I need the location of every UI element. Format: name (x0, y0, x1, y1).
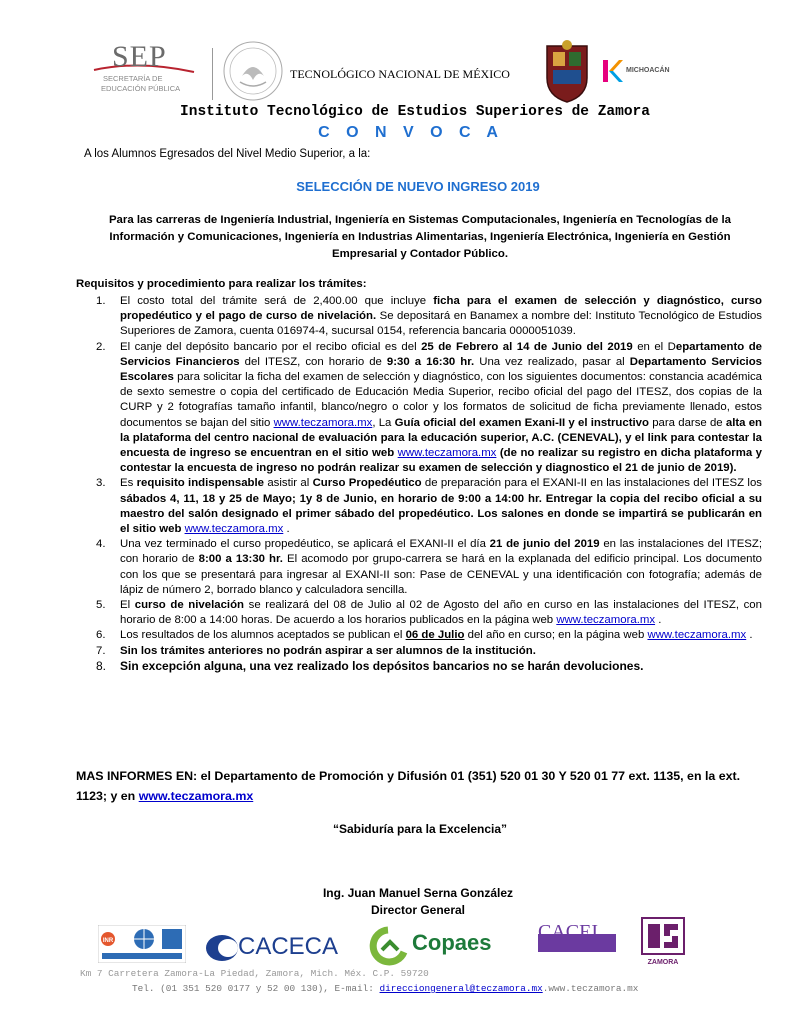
list-item (76, 644, 762, 659)
footer-address: Km 7 Carretera Zamora-La Piedad, Zamora, Mich. Méx. C.P. 59720 (80, 968, 429, 979)
footer-contact (132, 983, 638, 994)
item-text-bold: 8:00 a 13:30 hr. (198, 553, 283, 566)
item-text-bold: Sin excepción alguna, una vez realizado los depósitos bancarios no se harán devoluciones. (120, 658, 644, 673)
website-link[interactable]: www.teczamora.mx (556, 614, 656, 627)
item-text-bold: requisito indispensable (136, 477, 264, 490)
item-text: , La (372, 416, 395, 429)
item-text-bold: epartamento de Servicios Financieros (120, 340, 762, 368)
michoacan-shield-icon (541, 40, 593, 104)
michoacan-wordmark: MICHOACÁN (626, 67, 670, 74)
item-text-bold: Departamento Servicios Escolares (120, 355, 763, 384)
inr-iqnet-certification-logo (98, 925, 186, 963)
caceca-wordmark: CACECA (238, 933, 339, 960)
requirements-heading: Requisitos y procedimiento para realizar los trámites: (76, 278, 367, 290)
item-text-bold: curso de nivelación (134, 599, 245, 612)
item-text: El costo total del trámite será de 2,400.00 que incluye (120, 295, 434, 307)
item-text: para darse de (648, 416, 726, 429)
item-text-bold: Curso Propedéutico (312, 477, 422, 490)
item-text: para solicitar la ficha del examen de selección y diagnóstico, con los siguientes documentos: constancia académica de sexto semestre o copia del certificado de Educación Media Superior, recibo oficial del pago del ITESZ, dos copias de la CURP y 2 fotografías tamaño infantil, blanco/negro o color y los formatos de solicitud de ficha previamente llenado, estos documentos se bajan del sitio (120, 371, 762, 429)
item-text: El acomodo por grupo-carrera se hará en la explanada del edificio principal. Los documento con los que se presentará para ingresar al EXANI-II son: Pase de CENEVAL y una identificación con fotografía; además de lápiz de número 2, borrado blanco y calculadora sencilla. (120, 553, 762, 596)
item-text-bold: Sin los trámites anteriores no podrán aspirar a ser alumnos de la institución. (120, 644, 536, 657)
item-text-bold: 25 de Febrero al 14 de Junio del 2019 (421, 340, 633, 353)
footer-website-text: .www.teczamora.mx (542, 983, 639, 994)
item-number: 8. (96, 658, 107, 673)
item-number: 5. (96, 599, 106, 612)
item-text-bold: ficha para el examen de selección y diagnóstico, curso propedéutico y el pago de curso de nivelación. (120, 295, 762, 323)
item-text: Los resultados de los alumnos aceptados se publican el (120, 629, 406, 642)
sep-subtitle-line1: SECRETARÍA DE (103, 74, 163, 83)
website-link[interactable]: www.teczamora.mx (138, 789, 254, 803)
list-item (76, 537, 762, 598)
email-link[interactable]: direcciongeneral@teczamora.mx (379, 983, 543, 994)
item-text: El canje del depósito bancario por el recibo oficial es del (120, 340, 422, 353)
item-text: del ITESZ, con horario de (239, 355, 387, 368)
director-name: Ing. Juan Manuel Serna González (322, 886, 514, 900)
item-text: . (655, 614, 662, 627)
careers-paragraph: Para las carreras de Ingeniería Industrial, Ingeniería en Sistemas Computacionales, Ingeniería en Tecnologías de la Información y Comunicaciones, Ingeniería en Industrias Alimentarias, Ingeniería Electrónica, Ingeniería en Gestión Empresarial y Contador Público. (108, 214, 732, 260)
item-number: 6. (96, 629, 106, 642)
zamora-label: ZAMORA (647, 959, 679, 966)
list-item (76, 659, 762, 674)
item-text: Es (120, 477, 137, 490)
copaes-logo (368, 926, 514, 968)
item-text-bold: 21 de junio del 2019 (489, 538, 600, 551)
item-text: en las instalaciones del ITESZ; con horario de (120, 538, 763, 566)
more-info (76, 766, 766, 806)
list-item (76, 294, 762, 340)
item-text: Una vez terminado el curso propedéutico, se aplicará el EXANI-II el día (120, 538, 490, 551)
item-number: 4. (96, 538, 106, 551)
institution-name: Instituto Tecnológico de Estudios Superiores de Zamora (180, 104, 650, 120)
list-item (76, 340, 762, 477)
website-link[interactable]: www.teczamora.mx (647, 629, 747, 642)
cacei-logo (530, 918, 626, 962)
item-number: 2. (96, 340, 106, 353)
item-text: . (746, 629, 753, 642)
item-text: de preparación para el EXANI-II en las instalaciones del ITESZ los (421, 477, 762, 490)
header-divider (212, 48, 213, 100)
selection-title: SELECCIÓN DE NUEVO INGRESO 2019 (296, 179, 540, 194)
item-text-bold: (de no realizar su registro en dicha plataforma y contestar la encuesta de ingreso no podrán realizar su examen de selección y diagnostico el 21 de junio de 2019). (120, 447, 762, 475)
website-link[interactable]: www.teczamora.mx (184, 523, 284, 536)
director-title: Director General (370, 903, 466, 917)
sep-subtitle-line2: EDUCACIÓN PÚBLICA (101, 84, 181, 93)
item-text-bold: alta en la plataforma del centro nacional de evaluación para la educación superior, A.C. (CENEVAL), y el link para contestar la encuesta de ingreso se encuentran en el sitio web (120, 416, 763, 460)
item-text: del año en curso; en la página web (464, 629, 648, 642)
michoacan-k-logo-icon (601, 58, 623, 84)
item-text-bold: 06 de Julio (405, 629, 465, 642)
itesz-zamora-logo (640, 916, 686, 966)
website-link[interactable]: www.teczamora.mx (397, 447, 497, 460)
item-text: . (283, 523, 290, 536)
footer-contact-text: Tel. (01 351 520 0177 y 52 00 130), E-mail: (132, 983, 380, 994)
more-info-text: MAS INFORMES EN: el Departamento de Promoción y Difusión 01 (351) 520 01 30 Y 520 01 77 ext. 1135, en la ext. 1123; y en (76, 769, 741, 803)
item-text: asistir al (264, 477, 313, 490)
list-item (76, 628, 762, 643)
item-text-bold: Guía oficial del examen Exani-II y el instructivo (394, 416, 649, 429)
copaes-wordmark: Copaes (412, 930, 492, 955)
requirements-list (76, 294, 762, 674)
item-text-bold: sábados 4, 11, 18 y 25 de Mayo; 1y 8 de Junio, en horario de 9:00 a 14:00 hr. Entregar la copia del recibo oficial a su maestro del salón designado el primer sábado del propedéutico. Los salones en donde se impartirá se publicarán en el sitio web (120, 492, 762, 536)
item-text: Se depositará en Banamex a nombre del: Instituto Tecnológico de Estudios Superiores de Zamora, cuenta 016974-4, sucursal 0154, referencia bancaria 0000051039. (120, 310, 762, 338)
list-item (76, 476, 762, 537)
item-text: en el D (632, 340, 676, 353)
sep-wordmark: SEP (112, 40, 167, 73)
caceca-logo (202, 928, 354, 964)
cacei-wordmark: CACEI (538, 921, 598, 943)
list-item (76, 598, 762, 628)
convoca-heading: C O N V O C A (318, 124, 504, 141)
item-number: 1. (96, 295, 106, 307)
item-number: 7. (96, 644, 106, 657)
tecnm-title: TECNOLÓGICO NACIONAL DE MÉXICO (290, 67, 510, 81)
item-text-bold: 9:30 a 16:30 hr. (386, 355, 475, 368)
mexico-eagle-seal-icon (222, 40, 284, 102)
intro-text: A los Alumnos Egresados del Nivel Medio Superior, a la: (84, 148, 371, 160)
item-text: se realizará del 08 de Julio al 02 de Agosto del año en curso en las instalaciones del ITESZ, con horario de 8:00 a 14:00 horas. De acuerdo a los horarios publicados en la página web (120, 599, 762, 627)
inr-label: INR (102, 938, 114, 944)
item-text: Una vez realizado, pasar al (474, 355, 630, 368)
motto: “Sabiduría para la Excelencia” (332, 822, 508, 836)
item-text: El (120, 599, 135, 612)
website-link[interactable]: www.teczamora.mx (273, 416, 373, 429)
item-number: 3. (96, 477, 106, 490)
